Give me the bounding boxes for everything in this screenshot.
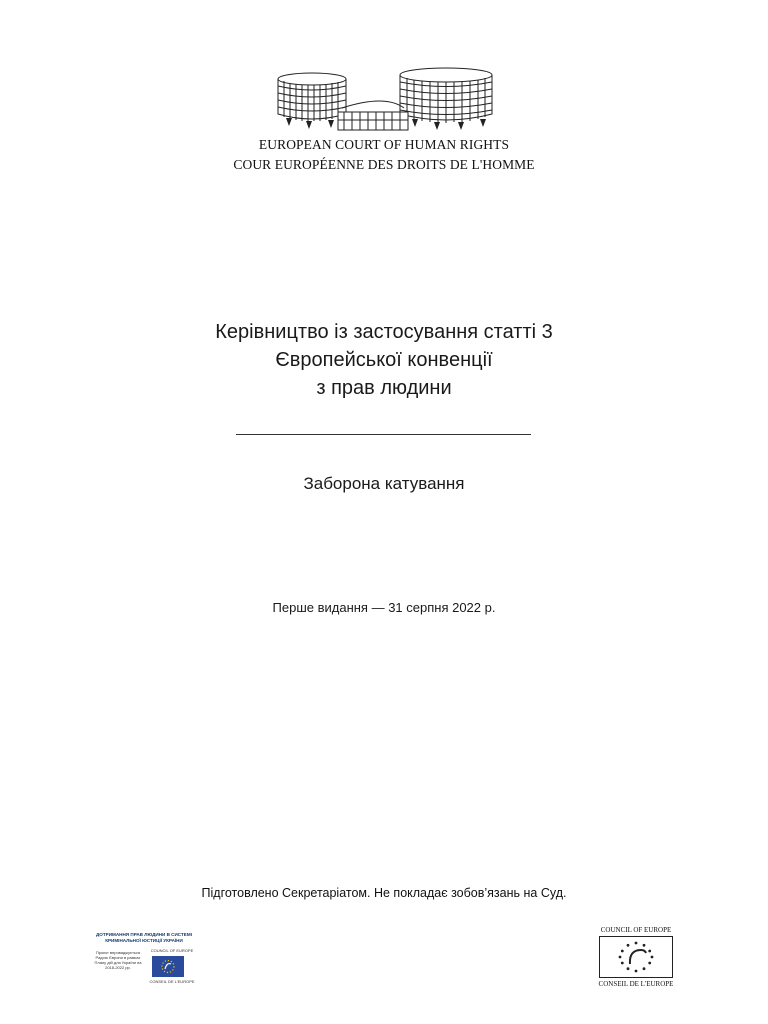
project-logo <box>92 932 202 988</box>
document-title-line-2: Європейської конвенції <box>275 349 493 371</box>
council-of-europe-logo <box>597 926 675 990</box>
project-logo-coe-label: COUNCIL OF EUROPE <box>150 948 194 953</box>
court-name-fr: COUR EUROPÉENNE DES DROITS DE L'HOMME <box>233 157 535 172</box>
document-title-line-3: з прав людини <box>316 377 452 399</box>
project-logo-coe-label-fr: CONSEIL DE L'EUROPE <box>149 979 195 984</box>
secretariat-disclaimer: Підготовлено Секретаріатом. Не покладає зобов’язань на Суд. <box>201 886 567 900</box>
document-title-line-1: Керівництво із застосування статті 3 <box>215 321 553 343</box>
coe-logo-bottom-label: CONSEIL DE L'EUROPE <box>598 980 674 988</box>
edition-date: Перше видання — 31 серпня 2022 р. <box>272 600 496 615</box>
court-name-en: EUROPEAN COURT OF HUMAN RIGHTS <box>258 137 510 152</box>
coe-logo-top-label: COUNCIL OF EUROPE <box>600 926 672 934</box>
title-separator <box>236 434 531 435</box>
document-subtitle: Заборона катування <box>303 474 465 493</box>
court-building-logo-icon <box>272 64 498 136</box>
council-of-europe-emblem-icon <box>599 936 673 978</box>
project-logo-title: ДОТРИМАННЯ ПРАВ ЛЮДИНИ В СИСТЕМІ КРИМІНАЛЬНОЇ ЮСТИЦІЇ УКРАЇНИ <box>96 932 192 943</box>
project-logo-description: Проєкт впроваджується Радою Європи в рамках Плану дій для України на 2018-2022 рр. <box>94 950 142 970</box>
coe-flag-icon <box>152 956 184 977</box>
